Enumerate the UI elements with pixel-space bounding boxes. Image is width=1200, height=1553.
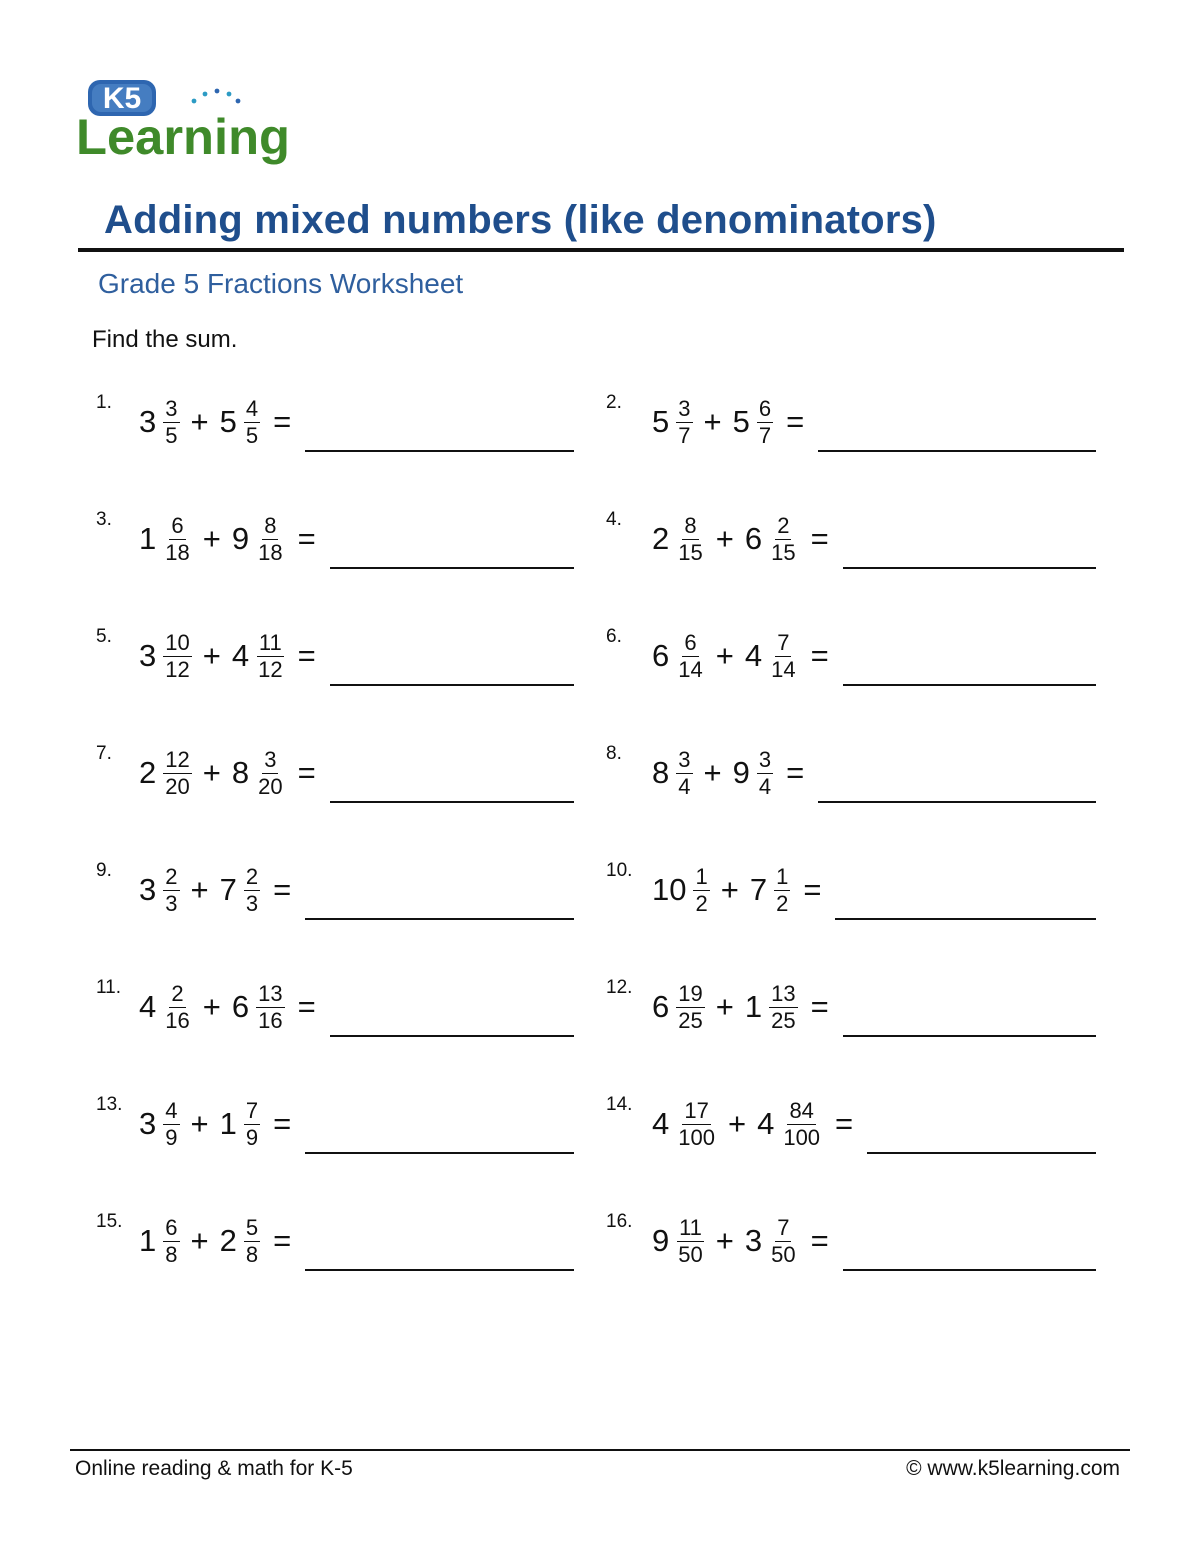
plus-sign: + (202, 521, 221, 556)
whole-number: 6 (652, 638, 670, 673)
problem-expression (652, 977, 1096, 1037)
equals-sign: = (803, 872, 822, 907)
denominator: 15 (771, 539, 796, 565)
problem-number: 14. (606, 1094, 633, 1115)
plus-sign: + (190, 404, 209, 439)
numerator: 1 (776, 863, 789, 889)
fraction (163, 395, 179, 448)
whole-number: 3 (139, 1106, 157, 1141)
equals-sign: = (835, 1106, 854, 1141)
problem-item (96, 1094, 586, 1154)
problem-item (606, 1094, 1096, 1154)
denominator: 3 (165, 890, 178, 916)
fraction (757, 395, 773, 448)
numerator: 6 (684, 629, 697, 655)
problem-item (606, 1211, 1096, 1271)
answer-blank[interactable] (843, 567, 1096, 569)
problem-number: 9. (96, 860, 112, 881)
whole-number: 8 (652, 755, 670, 790)
whole-number: 3 (139, 404, 157, 439)
fraction (163, 746, 191, 799)
problem-item (96, 860, 586, 920)
fraction (256, 512, 284, 565)
logo-badge-text: K5 (102, 82, 142, 115)
equals-sign: = (810, 638, 829, 673)
fraction (244, 395, 260, 448)
fraction (676, 395, 692, 448)
denominator: 12 (258, 656, 283, 682)
plus-sign: + (715, 989, 734, 1024)
denominator: 20 (258, 773, 283, 799)
denominator: 4 (678, 773, 691, 799)
denominator: 12 (165, 656, 190, 682)
numerator: 2 (245, 863, 259, 889)
numerator: 13 (258, 980, 283, 1006)
problem-number: 4. (606, 509, 622, 530)
answer-blank[interactable] (818, 801, 1096, 803)
problem-expression (652, 392, 1096, 452)
problem-item (606, 509, 1096, 569)
fraction (163, 512, 191, 565)
numerator: 7 (777, 1214, 790, 1240)
whole-number: 2 (652, 521, 670, 556)
whole-number: 3 (139, 638, 157, 673)
denominator: 5 (165, 422, 178, 448)
numerator: 6 (165, 1214, 178, 1240)
problem-item (96, 626, 586, 686)
answer-blank[interactable] (330, 567, 574, 569)
numerator: 11 (679, 1214, 702, 1240)
numerator: 6 (171, 512, 184, 538)
equals-sign: = (810, 1223, 829, 1258)
plus-sign: + (190, 1223, 209, 1258)
problem-item (96, 509, 586, 569)
k5-learning-logo (74, 74, 294, 174)
fraction (693, 863, 709, 916)
fraction (163, 863, 179, 916)
problem-number: 7. (96, 743, 112, 764)
equals-sign: = (273, 1106, 292, 1141)
denominator: 7 (758, 422, 772, 448)
footer-website: © www.k5learning.com (906, 1457, 1120, 1480)
equals-sign: = (273, 1223, 292, 1258)
denominator: 16 (258, 1007, 283, 1033)
answer-blank[interactable] (818, 450, 1096, 452)
denominator: 50 (771, 1241, 796, 1267)
denominator: 25 (771, 1007, 796, 1033)
fraction (769, 512, 797, 565)
plus-sign: + (703, 755, 722, 790)
problem-item (606, 860, 1096, 920)
denominator: 100 (678, 1124, 715, 1150)
whole-number: 7 (219, 872, 237, 907)
problem-number: 15. (96, 1211, 123, 1232)
whole-number: 9 (732, 755, 750, 790)
instructions: Find the sum. (92, 326, 238, 353)
fraction (676, 629, 704, 682)
fraction (769, 1214, 797, 1267)
numerator: 8 (684, 512, 697, 538)
answer-blank[interactable] (305, 450, 574, 452)
numerator: 84 (789, 1097, 814, 1123)
problem-number: 11. (96, 977, 122, 998)
fraction (244, 1097, 260, 1150)
numerator: 12 (165, 746, 190, 772)
problem-expression (652, 1094, 1096, 1154)
numerator: 5 (245, 1214, 259, 1240)
plus-sign: + (727, 1106, 747, 1141)
whole-number: 2 (219, 1223, 237, 1258)
plus-sign: + (190, 1106, 209, 1141)
problem-item (96, 392, 586, 452)
equals-sign: = (297, 521, 316, 556)
problem-expression (652, 743, 1096, 803)
numerator: 8 (264, 512, 277, 538)
numerator: 2 (777, 512, 790, 538)
denominator: 15 (678, 539, 703, 565)
numerator: 2 (165, 863, 178, 889)
fraction (769, 980, 797, 1033)
equals-sign: = (786, 404, 805, 439)
fraction (163, 1214, 179, 1267)
plus-sign: + (715, 521, 734, 556)
denominator: 2 (695, 890, 708, 916)
problem-number: 1. (96, 392, 112, 413)
problem-number: 3. (96, 509, 112, 530)
equals-sign: = (273, 404, 292, 439)
answer-blank[interactable] (843, 1035, 1096, 1037)
denominator: 2 (776, 890, 789, 916)
problem-expression (652, 860, 1096, 920)
problem-item (606, 626, 1096, 686)
whole-number: 6 (231, 989, 250, 1024)
denominator: 18 (258, 539, 283, 565)
problem-number: 12. (606, 977, 633, 998)
answer-blank[interactable] (867, 1152, 1096, 1154)
whole-number: 4 (744, 638, 763, 673)
answer-blank[interactable] (835, 918, 1096, 920)
numerator: 17 (684, 1097, 709, 1123)
problem-item (606, 392, 1096, 452)
problem-item (606, 743, 1096, 803)
denominator: 14 (771, 656, 796, 682)
numerator: 19 (678, 980, 703, 1006)
fraction (163, 1097, 179, 1150)
problem-expression (139, 1094, 574, 1154)
numerator: 3 (264, 746, 277, 772)
problem-number: 6. (606, 626, 622, 647)
equals-sign: = (810, 521, 829, 556)
denominator: 14 (678, 656, 703, 682)
numerator: 3 (678, 395, 691, 421)
page-title: Adding mixed numbers (like denominators) (104, 198, 937, 242)
problem-item (96, 977, 586, 1037)
answer-blank[interactable] (330, 801, 574, 803)
denominator: 18 (165, 539, 190, 565)
whole-number: 5 (652, 404, 670, 439)
fraction (769, 629, 797, 682)
whole-number: 8 (231, 755, 250, 790)
fraction (256, 629, 284, 682)
fraction (757, 746, 773, 799)
whole-number: 5 (219, 404, 237, 439)
plus-sign: + (202, 755, 221, 790)
problem-expression (139, 860, 574, 920)
numerator: 11 (258, 629, 282, 655)
whole-number: 2 (139, 755, 157, 790)
problem-number: 5. (96, 626, 112, 647)
denominator: 9 (165, 1124, 178, 1150)
whole-number: 4 (139, 989, 157, 1024)
problem-item (96, 1211, 586, 1271)
denominator: 7 (678, 422, 691, 448)
numerator: 3 (165, 395, 178, 421)
numerator: 4 (245, 395, 259, 421)
fraction (676, 746, 692, 799)
whole-number: 7 (749, 872, 768, 907)
numerator: 7 (245, 1097, 259, 1123)
denominator: 4 (758, 773, 772, 799)
whole-number: 3 (139, 872, 157, 907)
fraction (256, 980, 284, 1033)
problem-number: 13. (96, 1094, 123, 1115)
denominator: 3 (245, 890, 259, 916)
equals-sign: = (297, 638, 316, 673)
answer-blank[interactable] (305, 1152, 574, 1154)
fraction (676, 512, 704, 565)
problem-item (606, 977, 1096, 1037)
plus-sign: + (190, 872, 209, 907)
numerator: 10 (165, 629, 190, 655)
problem-expression (139, 626, 574, 686)
equals-sign: = (786, 755, 805, 790)
problem-expression (139, 743, 574, 803)
equals-sign: = (297, 989, 316, 1024)
problem-number: 8. (606, 743, 622, 764)
answer-blank[interactable] (330, 1035, 574, 1037)
numerator: 4 (165, 1097, 178, 1123)
fraction (244, 1214, 260, 1267)
fraction (774, 863, 790, 916)
fraction (244, 863, 260, 916)
fraction (163, 980, 191, 1033)
problem-expression (652, 509, 1096, 569)
whole-number: 6 (744, 521, 763, 556)
whole-number: 4 (652, 1106, 670, 1141)
numerator: 7 (777, 629, 790, 655)
whole-number: 10 (652, 872, 687, 907)
logo-wordmark: Learning (76, 109, 290, 165)
numerator: 1 (695, 863, 708, 889)
answer-blank[interactable] (330, 684, 574, 686)
problem-expression (139, 509, 574, 569)
whole-number: 9 (652, 1223, 670, 1258)
footer-tagline: Online reading & math for K-5 (75, 1457, 353, 1480)
problem-expression (139, 1211, 574, 1271)
whole-number: 6 (652, 989, 670, 1024)
numerator: 3 (678, 746, 691, 772)
problem-expression (139, 977, 574, 1037)
equals-sign: = (297, 755, 316, 790)
numerator: 2 (171, 980, 184, 1006)
problem-item (96, 743, 586, 803)
whole-number: 1 (139, 1223, 157, 1258)
answer-blank[interactable] (305, 918, 574, 920)
problem-number: 2. (606, 392, 622, 413)
plus-sign: + (715, 1223, 734, 1258)
plus-sign: + (703, 404, 722, 439)
fraction (676, 980, 704, 1033)
whole-number: 4 (757, 1106, 775, 1141)
denominator: 5 (245, 422, 259, 448)
whole-number: 1 (139, 521, 157, 556)
fraction (163, 629, 191, 682)
numerator: 13 (771, 980, 796, 1006)
problem-expression (652, 626, 1096, 686)
plus-sign: + (720, 872, 739, 907)
whole-number: 5 (732, 404, 750, 439)
whole-number: 1 (219, 1106, 237, 1141)
answer-blank[interactable] (843, 684, 1096, 686)
denominator: 25 (678, 1007, 703, 1033)
footer-divider (70, 1449, 1130, 1451)
denominator: 100 (783, 1124, 821, 1150)
answer-blank[interactable] (843, 1269, 1096, 1271)
denominator: 16 (165, 1007, 190, 1033)
numerator: 3 (758, 746, 772, 772)
whole-number: 1 (744, 989, 763, 1024)
fraction (256, 746, 284, 799)
equals-sign: = (273, 872, 292, 907)
plus-sign: + (202, 638, 221, 673)
answer-blank[interactable] (305, 1269, 574, 1271)
denominator: 9 (245, 1124, 259, 1150)
problem-expression (652, 1211, 1096, 1271)
logo-stars-icon (192, 89, 241, 104)
equals-sign: = (810, 989, 829, 1024)
whole-number: 9 (231, 521, 250, 556)
denominator: 20 (165, 773, 190, 799)
problem-number: 10. (606, 860, 633, 881)
denominator: 8 (245, 1241, 259, 1267)
problem-number: 16. (606, 1211, 633, 1232)
denominator: 8 (165, 1241, 178, 1267)
problem-expression (139, 392, 574, 452)
plus-sign: + (715, 638, 734, 673)
fraction (781, 1097, 822, 1150)
whole-number: 4 (231, 638, 250, 673)
whole-number: 3 (744, 1223, 763, 1258)
numerator: 6 (758, 395, 772, 421)
plus-sign: + (202, 989, 221, 1024)
fraction (676, 1097, 717, 1150)
worksheet-subtitle: Grade 5 Fractions Worksheet (98, 268, 464, 299)
title-divider (78, 248, 1124, 252)
fraction (676, 1214, 704, 1267)
denominator: 50 (678, 1241, 703, 1267)
